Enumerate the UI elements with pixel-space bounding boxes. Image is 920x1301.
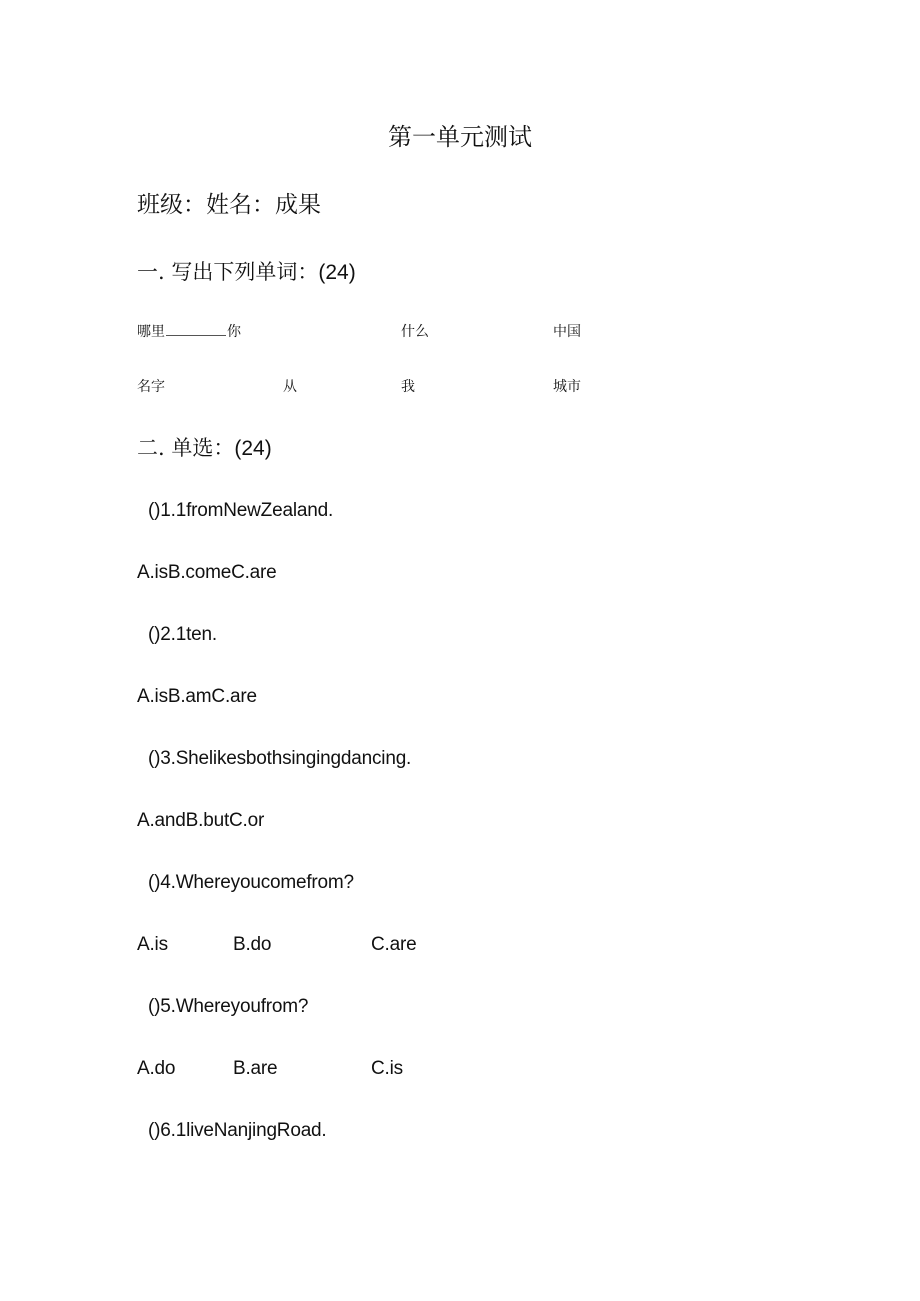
option-c: C.are <box>371 934 417 955</box>
question-stem: ()5.Whereyoufrom? <box>148 996 309 1017</box>
question-stem: ()6.1liveNanjingRoad. <box>148 1120 327 1141</box>
question-options: A.andB.butC.or <box>137 810 265 831</box>
section-2-label: 二. 单选： <box>137 436 235 460</box>
answer-blank[interactable] <box>166 323 226 336</box>
question-stem: ()2.1ten. <box>148 624 217 645</box>
word-item: 我 <box>401 379 415 395</box>
section-2-heading <box>137 433 272 464</box>
question-options: A.isB.comeC.are <box>137 562 277 583</box>
question-stem: ()1.1fromNewZealand. <box>148 500 334 521</box>
option-b: B.are <box>233 1058 278 1079</box>
option-a: A.do <box>137 1058 176 1079</box>
option-b: B.do <box>233 934 272 955</box>
option-c: C.is <box>371 1058 403 1079</box>
question-options: A.isB.amC.are <box>137 686 257 707</box>
word-item: 名字 <box>137 379 165 395</box>
word-label: 哪里 <box>137 324 165 340</box>
section-1-heading <box>137 257 356 288</box>
section-2-score: (24) <box>234 437 272 460</box>
page-title: 第一单元测试 <box>388 123 532 151</box>
section-1-score: (24) <box>318 261 356 284</box>
word-label: 你 <box>227 324 241 340</box>
word-item: 中国 <box>553 324 581 340</box>
section-1-label: 一. 写出下列单词： <box>137 260 319 284</box>
option-a: A.is <box>137 934 168 955</box>
word-item <box>137 322 241 342</box>
question-stem: ()4.Whereyoucomefrom? <box>148 872 354 893</box>
question-stem: ()3.Shelikesbothsingingdancing. <box>148 748 412 769</box>
word-item: 从 <box>283 379 297 395</box>
word-item: 什么 <box>401 324 429 340</box>
student-info-line: 班级：姓名：成果 <box>137 192 321 218</box>
word-item: 城市 <box>553 379 581 395</box>
